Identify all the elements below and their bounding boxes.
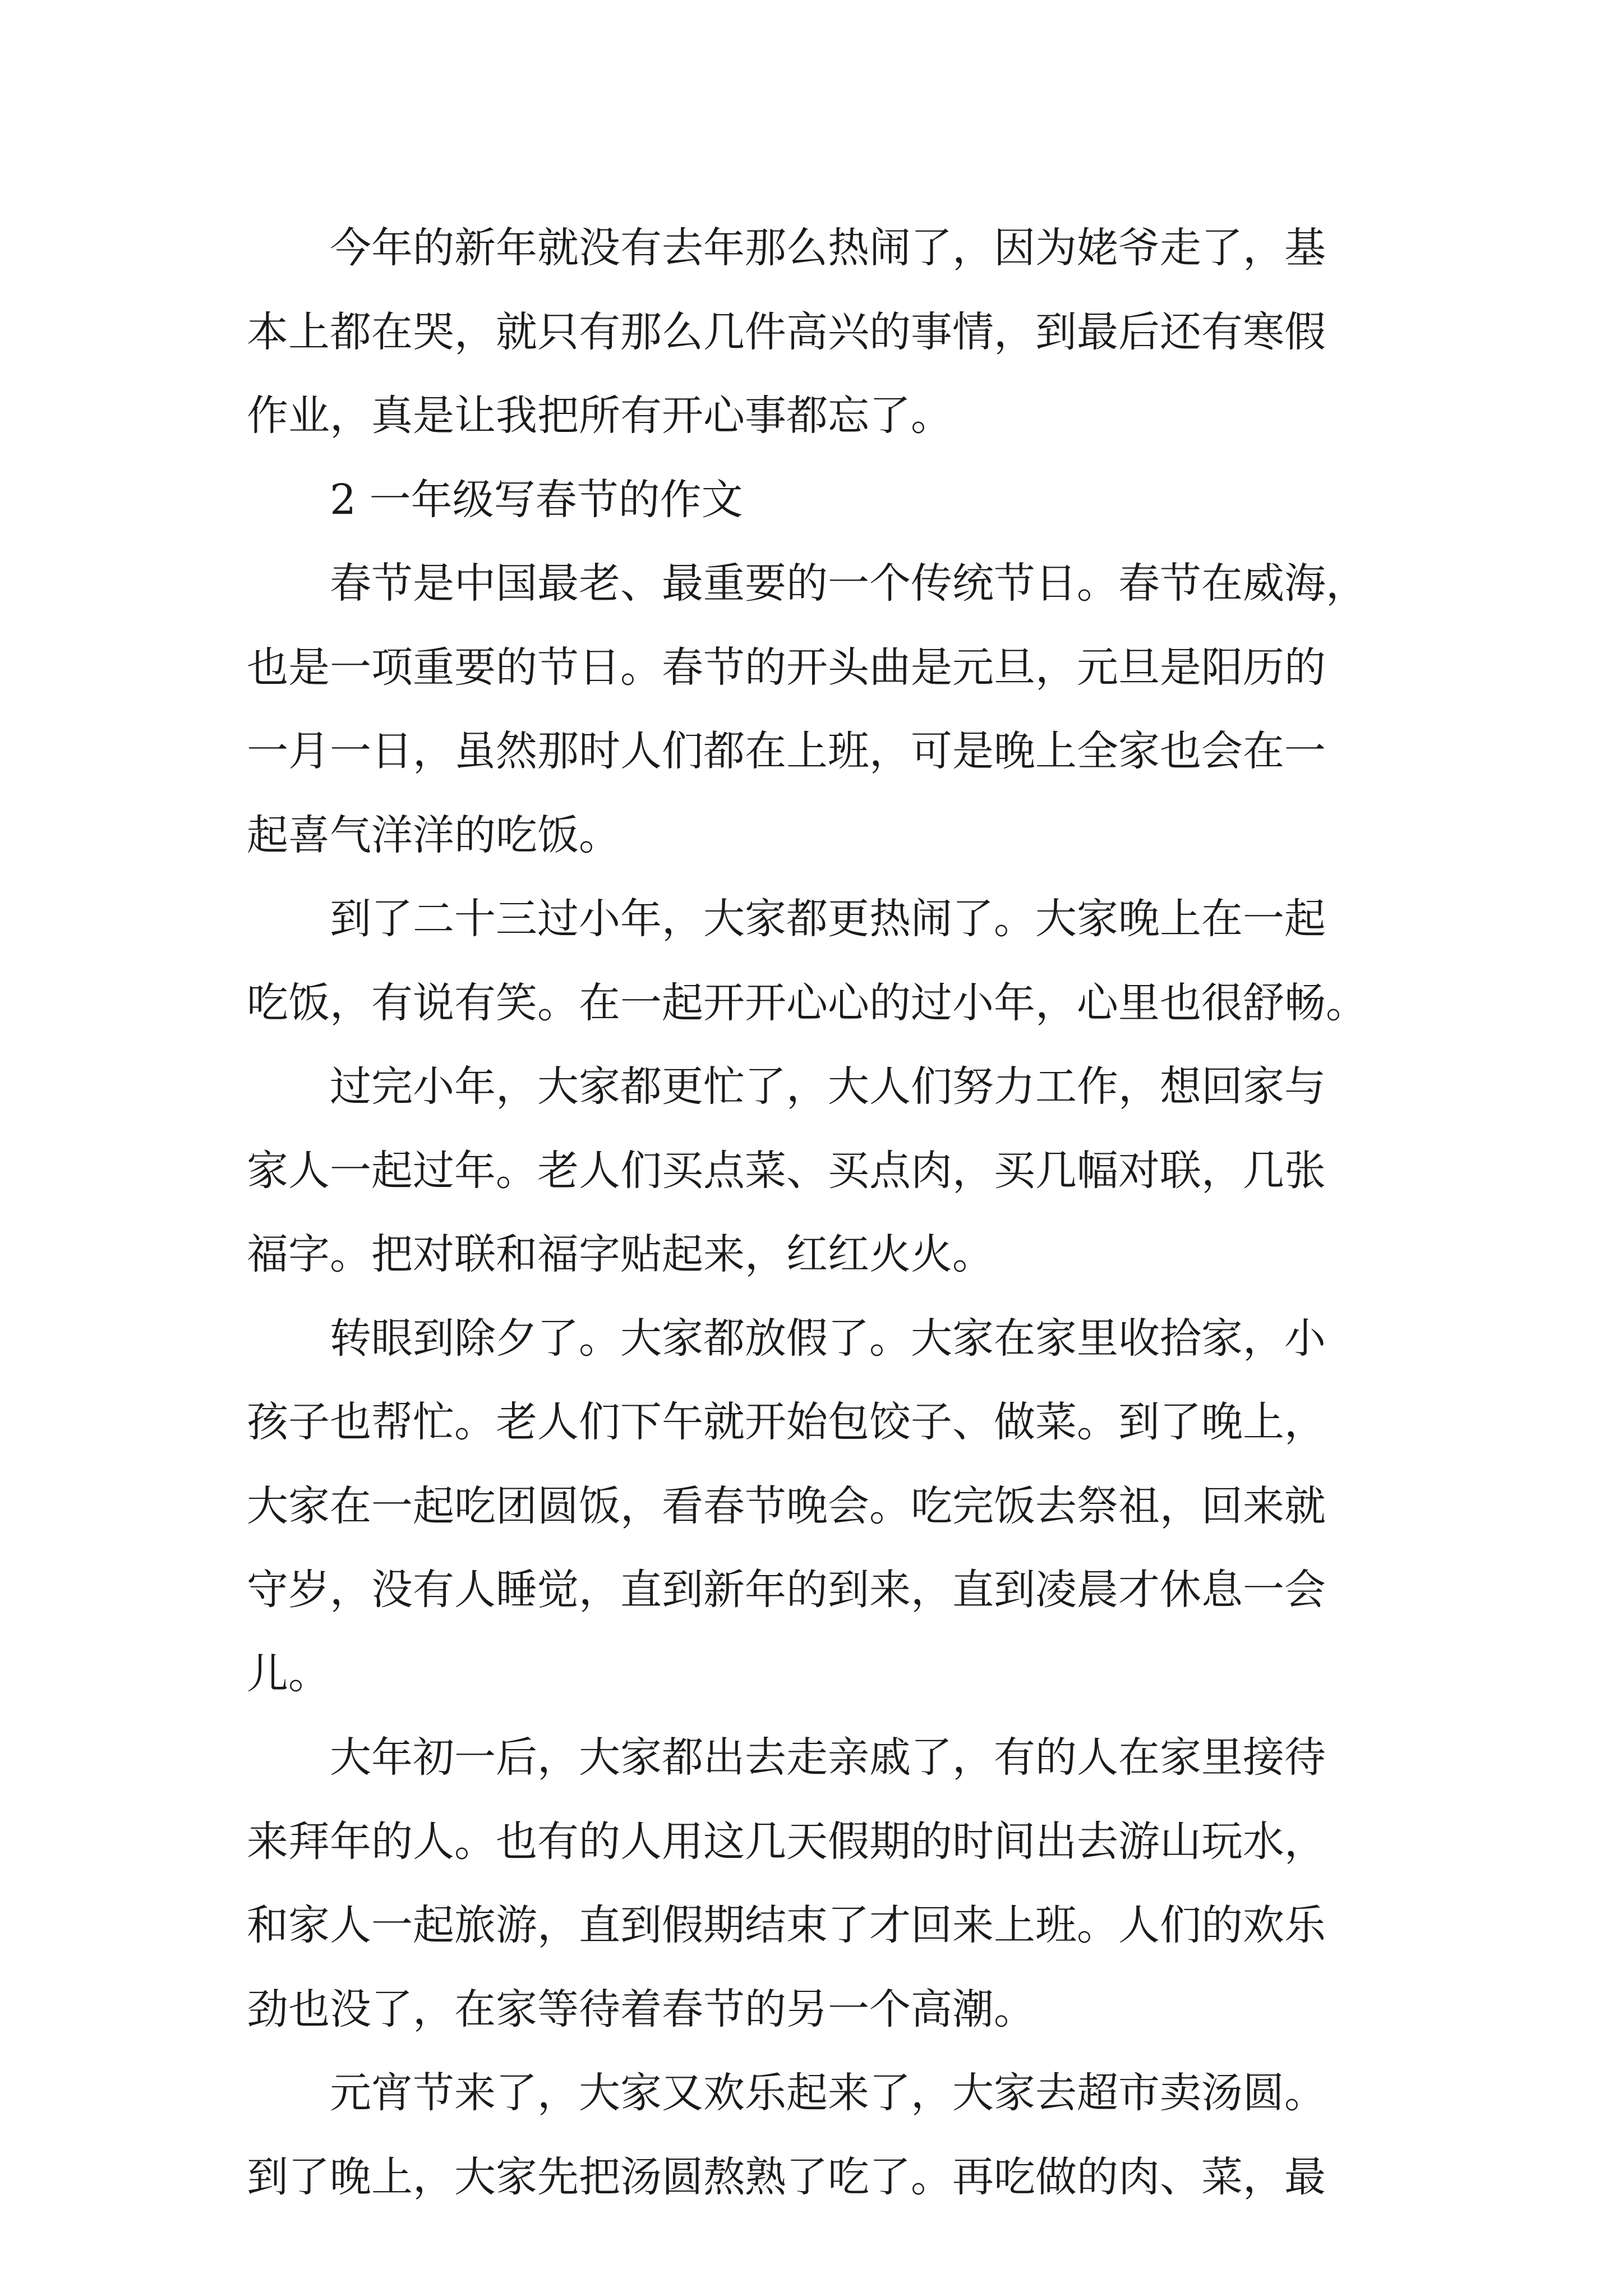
text-line: 一月一日，虽然那时人们都在上班，可是晚上全家也会在一 [247, 727, 1326, 775]
text-line: 到了二十三过小年，大家都更热闹了。大家晚上在一起 [330, 895, 1326, 943]
document-body [247, 206, 1385, 2219]
text-line: 起喜气洋洋的吃饭。 [247, 811, 620, 859]
text-line: 劲也没了，在家等待着春节的另一个高潮。 [247, 1985, 1035, 2033]
text-line: 孩子也帮忙。老人们下午就开始包饺子、做菜。到了晚上， [247, 1398, 1326, 1446]
text-line: 和家人一起旅游，直到假期结束了才回来上班。人们的欢乐 [247, 1901, 1326, 1949]
text-line: 元宵节来了，大家又欢乐起来了，大家去超市卖汤圆。 [330, 2069, 1326, 2117]
text-line: 今年的新年就没有去年那么热闹了，因为姥爷走了，基 [330, 224, 1326, 272]
text-line: 福字。把对联和福字贴起来，红红火火。 [247, 1230, 994, 1278]
text-line: 过完小年，大家都更忙了，大人们努力工作，想回家与 [330, 1062, 1326, 1111]
text-line: 本上都在哭，就只有那么几件高兴的事情，到最后还有寒假 [247, 307, 1326, 356]
text-line: 转眼到除夕了。大家都放假了。大家在家里收拾家，小 [330, 1314, 1326, 1363]
text-line: 作业，真是让我把所有开心事都忘了。 [247, 392, 952, 440]
text-line: 儿。 [247, 1649, 330, 1698]
section-heading: 2 一年级写春节的作文 [330, 475, 743, 524]
text-line: 到了晚上，大家先把汤圆熬熟了吃了。再吃做的肉、菜，最 [247, 2152, 1326, 2201]
text-line: 大家在一起吃团圆饭，看春节晚会。吃完饭去祭祖，回来就 [247, 1481, 1326, 1530]
text-line: 来拜年的人。也有的人用这几天假期的时间出去游山玩水， [247, 1817, 1326, 1866]
text-line: 守岁，没有人睡觉，直到新年的到来，直到凌晨才休息一会 [247, 1566, 1326, 1614]
text-line: 吃饭，有说有笑。在一起开开心心的过小年，心里也很舒畅。 [247, 978, 1367, 1027]
text-line: 也是一项重要的节日。春节的开头曲是元旦，元旦是阳历的 [247, 643, 1326, 692]
text-line: 大年初一后，大家都出去走亲戚了，有的人在家里接待 [330, 1733, 1326, 1782]
text-line: 春节是中国最老、最重要的一个传统节日。春节在威海， [330, 559, 1367, 608]
text-line: 家人一起过年。老人们买点菜、买点肉，买几幅对联，几张 [247, 1146, 1326, 1195]
